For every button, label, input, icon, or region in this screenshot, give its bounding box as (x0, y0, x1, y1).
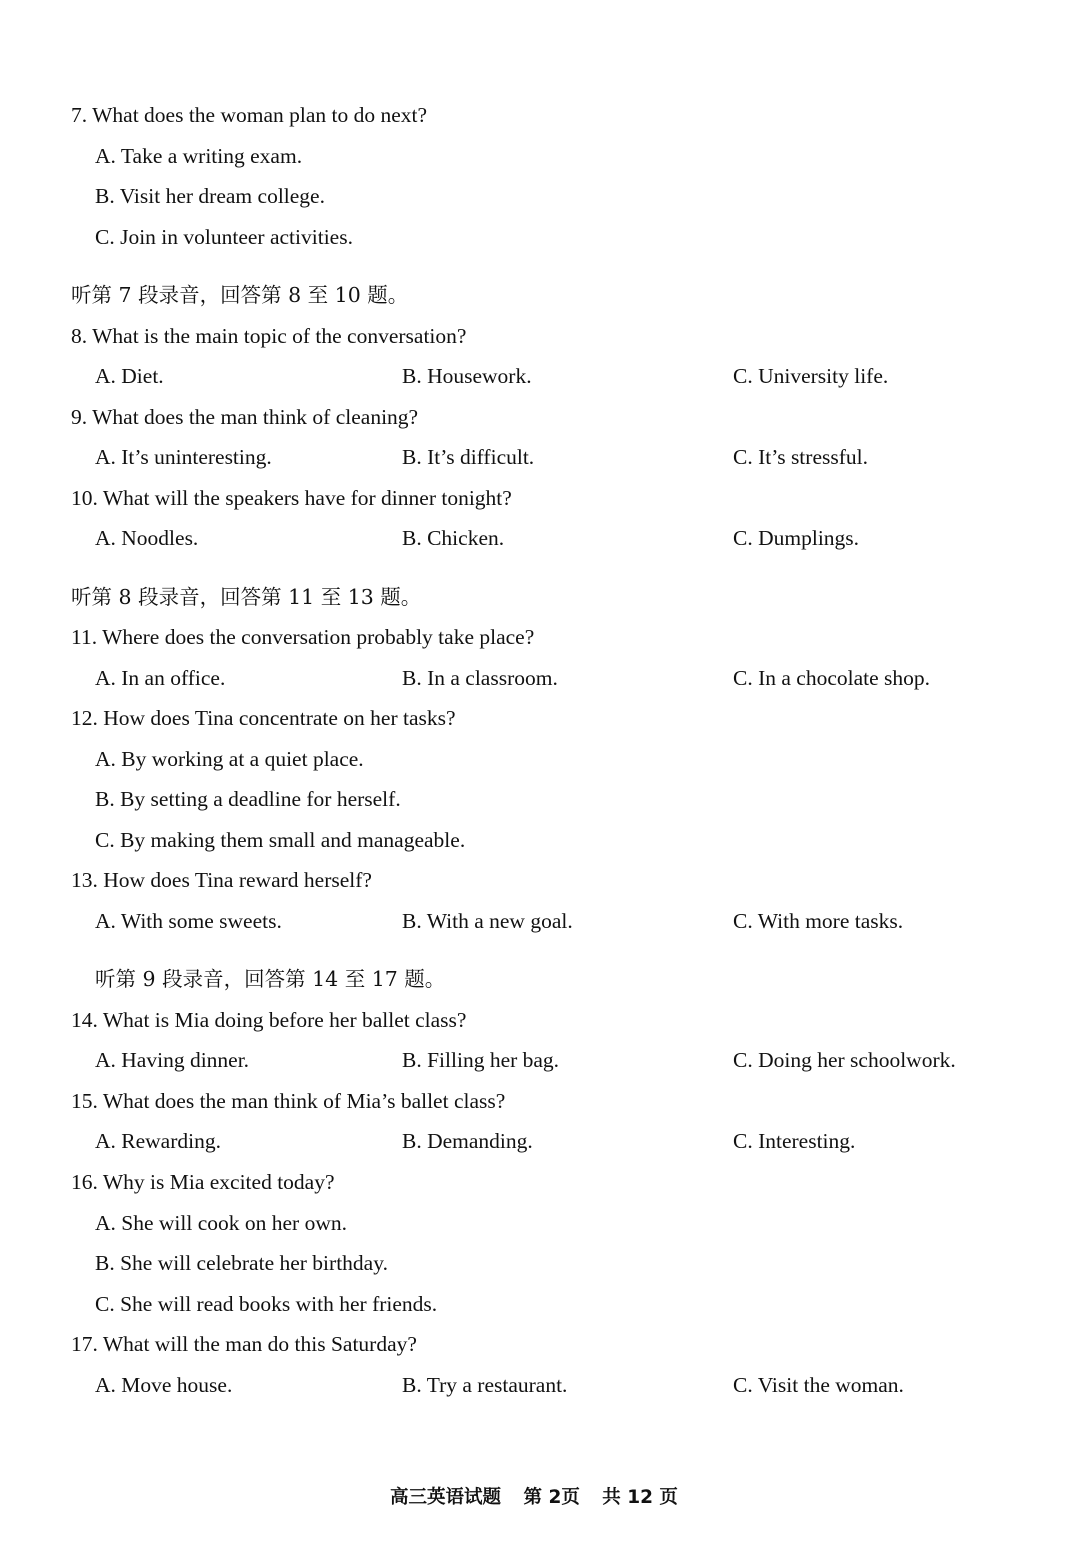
answer-option: C. In a chocolate shop. (733, 666, 931, 690)
answer-option: B. Try a restaurant. (402, 1373, 568, 1397)
section-instruction: 听第 7 段录音，回答第 8 至 10 题。 (71, 283, 409, 307)
answer-option: A. In an office. (95, 666, 226, 690)
answer-option: C. By making them small and manageable. (95, 828, 466, 852)
answer-option: C. It’s stressful. (733, 445, 868, 469)
section-instruction: 听第 9 段录音，回答第 14 至 17 题。 (95, 967, 446, 991)
footer-total-pages: 共 12 页 (602, 1487, 678, 1508)
footer-page-number: 第 2页 (523, 1487, 580, 1508)
question-text: 13. How does Tina reward herself? (71, 868, 372, 892)
answer-option: A. With some sweets. (95, 909, 282, 933)
answer-option: B. Chicken. (402, 526, 505, 550)
answer-option: C. Join in volunteer activities. (95, 225, 353, 249)
answer-option: C. Visit the woman. (733, 1373, 904, 1397)
answer-option: A. Diet. (95, 364, 164, 388)
question-text: 10. What will the speakers have for dinner tonight? (71, 486, 512, 510)
answer-option: B. Housework. (402, 364, 532, 388)
answer-option: B. In a classroom. (402, 666, 558, 690)
question-text: 17. What will the man do this Saturday? (71, 1332, 417, 1356)
question-text: 8. What is the main topic of the conversation? (71, 324, 467, 348)
section-instruction: 听第 8 段录音，回答第 11 至 13 题。 (71, 585, 422, 609)
answer-option: A. Having dinner. (95, 1048, 250, 1072)
question-text: 7. What does the woman plan to do next? (71, 103, 428, 127)
answer-option: A. It’s uninteresting. (95, 445, 272, 469)
answer-option: B. Visit her dream college. (95, 184, 325, 208)
answer-option: A. Rewarding. (95, 1129, 221, 1153)
footer-subject: 高三英语试题 (390, 1487, 502, 1508)
answer-option: B. Demanding. (402, 1129, 533, 1153)
question-text: 11. Where does the conversation probably take place? (71, 625, 535, 649)
question-text: 9. What does the man think of cleaning? (71, 405, 419, 429)
answer-option: B. It’s difficult. (402, 445, 535, 469)
answer-option: C. University life. (733, 364, 889, 388)
answer-option: C. With more tasks. (733, 909, 904, 933)
question-text: 14. What is Mia doing before her ballet class? (71, 1008, 467, 1032)
answer-option: A. Take a writing exam. (95, 144, 303, 168)
answer-option: A. By working at a quiet place. (95, 747, 364, 771)
page-footer (0, 1489, 1068, 1508)
question-text: 16. Why is Mia excited today? (71, 1170, 335, 1194)
answer-option: B. She will celebrate her birthday. (95, 1251, 388, 1275)
answer-option: A. Move house. (95, 1373, 233, 1397)
answer-option: C. Interesting. (733, 1129, 856, 1153)
answer-option: B. Filling her bag. (402, 1048, 560, 1072)
answer-option: C. She will read books with her friends. (95, 1292, 438, 1316)
answer-option: B. With a new goal. (402, 909, 573, 933)
answer-option: C. Dumplings. (733, 526, 860, 550)
answer-option: C. Doing her schoolwork. (733, 1048, 956, 1072)
answer-option: A. Noodles. (95, 526, 199, 550)
answer-option: B. By setting a deadline for herself. (95, 787, 401, 811)
question-text: 12. How does Tina concentrate on her tasks? (71, 706, 456, 730)
question-text: 15. What does the man think of Mia’s ballet class? (71, 1089, 506, 1113)
answer-option: A. She will cook on her own. (95, 1211, 347, 1235)
